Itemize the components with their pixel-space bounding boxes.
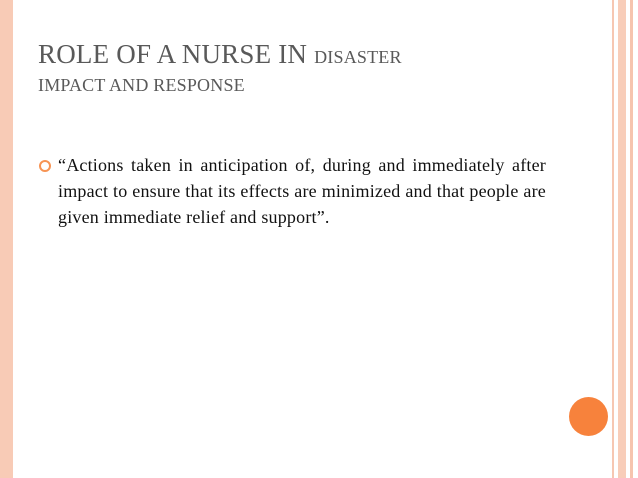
bullet-circle-icon (39, 160, 51, 172)
decorative-orange-circle (569, 397, 608, 436)
right-decorative-stripe (630, 0, 633, 478)
right-decorative-stripe (618, 0, 626, 478)
left-decorative-stripe (0, 0, 13, 478)
slide-title-small-caps: DISASTER (314, 47, 402, 67)
slide-title-main: ROLE OF A NURSE IN (38, 39, 315, 69)
slide-title-line-2: IMPACT AND RESPONSE (38, 75, 245, 95)
right-decorative-stripe (612, 0, 614, 478)
bullet-text: “Actions taken in anticipation of, during and immediately after impact to ensure that its effects are minimized and that people are given immediate relief and support”. (58, 155, 546, 227)
slide-title (38, 39, 402, 96)
